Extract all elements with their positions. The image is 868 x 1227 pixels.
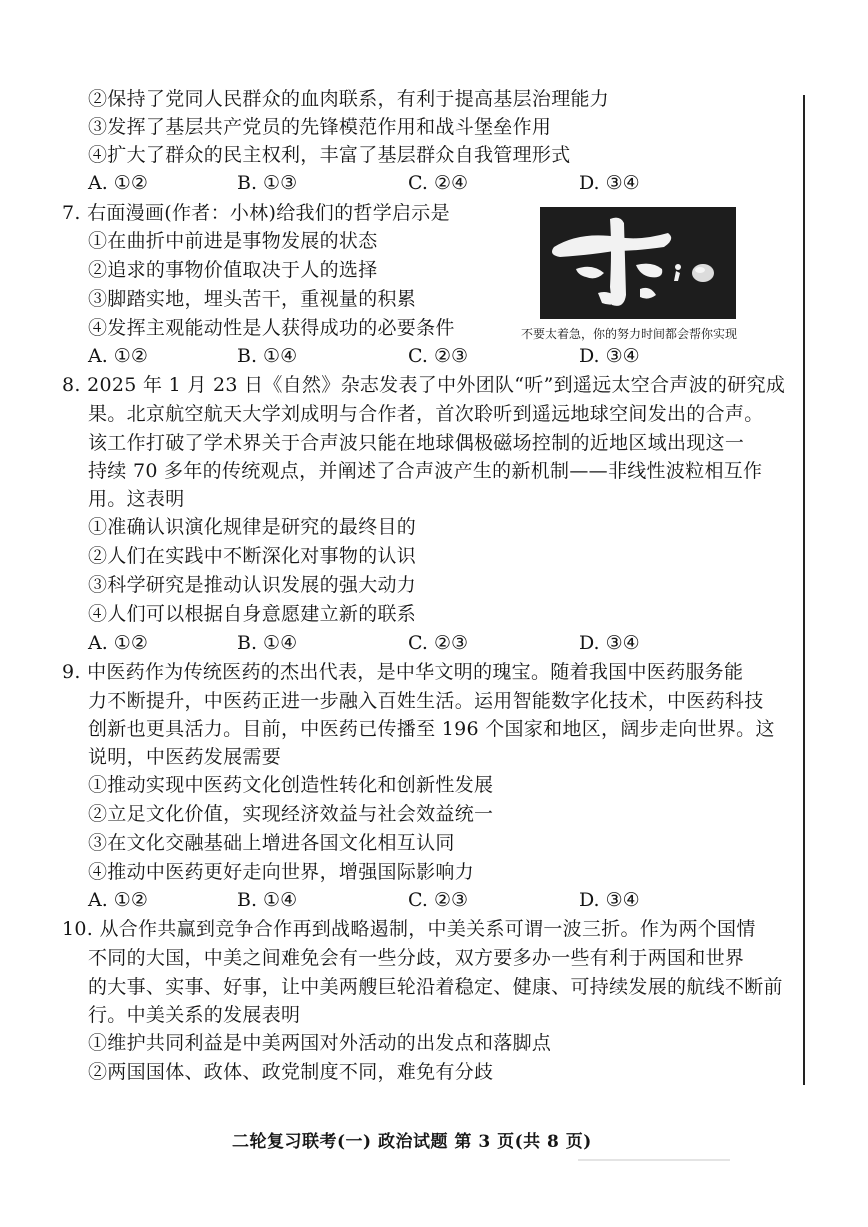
q9-stem-line-1: 9. 中医药作为传统医药的杰出代表，是中华文明的瑰宝。随着我国中医药服务能 — [62, 661, 744, 683]
q8-option-d[interactable]: D. ③④ — [579, 632, 640, 654]
q6-option-b[interactable]: B. ①③ — [237, 172, 298, 194]
q8-option-c[interactable]: C. ②③ — [408, 632, 469, 654]
q6-options — [88, 171, 708, 195]
q8-item-1: ①准确认识演化规律是研究的最终目的 — [88, 516, 417, 538]
q8-item-3: ③科学研究是推动认识发展的强大动力 — [88, 574, 417, 596]
q10-item-1: ①维护共同利益是中美两国对外活动的出发点和落脚点 — [88, 1032, 552, 1054]
q8-stem-line-1: 8. 2025 年 1 月 23 日《自然》杂志发表了中外团队“听”到遥远太空合声波的研究成 — [62, 374, 786, 396]
q8-item-4: ④人们可以根据自身意愿建立新的联系 — [88, 603, 417, 625]
q8-stem-line-3: 该工作打破了学术界关于合声波只能在地球偶极磁场控制的近地区域出现这一 — [88, 432, 745, 454]
q6-option-c[interactable]: C. ②④ — [408, 172, 469, 194]
q6-item-3: ③发挥了基层共产党员的先锋模范作用和战斗堡垒作用 — [88, 116, 552, 138]
q7-item-1: ①在曲折中前进是事物发展的状态 — [88, 230, 378, 252]
q7-option-a[interactable]: A. ①② — [88, 345, 148, 367]
q8-option-b[interactable]: B. ①④ — [237, 632, 298, 654]
q8-options — [88, 631, 708, 655]
q9-stem-line-3: 创新也更具活力。目前，中医药已传播至 196 个国家和地区，阔步走向世界。这 — [88, 718, 775, 740]
q10-stem-line-4: 行。中美关系的发展表明 — [88, 1004, 301, 1026]
q9-item-1: ①推动实现中医药文化创造性转化和创新性发展 — [88, 774, 494, 796]
q9-item-2: ②立足文化价值，实现经济效益与社会效益统一 — [88, 803, 494, 825]
q9-stem-line-4: 说明，中医药发展需要 — [88, 746, 282, 768]
q9-option-b[interactable]: B. ①④ — [237, 889, 298, 911]
q8-stem-line-4: 持续 70 多年的传统观点，并阐述了合声波产生的新机制——非线性波粒相互作 — [88, 460, 763, 482]
q10-stem-line-2: 不同的大国，中美之间难免会有一些分歧，双方要多办一些有利于两国和世界 — [88, 947, 745, 969]
q9-stem-line-2: 力不断提升，中医药正进一步融入百姓生活。运用智能数字化技术，中医药科技 — [88, 690, 764, 712]
q8-item-2: ②人们在实践中不断深化对事物的认识 — [88, 545, 417, 567]
q6-option-d[interactable]: D. ③④ — [579, 172, 640, 194]
q6-item-2: ②保持了党同人民群众的血肉联系，有利于提高基层治理能力 — [88, 88, 610, 110]
q7-item-2: ②追求的事物价值取决于人的选择 — [88, 259, 378, 281]
q9-item-3: ③在文化交融基础上增进各国文化相互认同 — [88, 832, 455, 854]
q10-item-2: ②两国国体、政体、政党制度不同，难免有分歧 — [88, 1061, 494, 1083]
q9-option-c[interactable]: C. ②③ — [408, 889, 469, 911]
q7-stem: 7. 右面漫画(作者：小林)给我们的哲学启示是 — [62, 202, 450, 224]
q9-options — [88, 888, 708, 912]
q7-option-d[interactable]: D. ③④ — [579, 345, 640, 367]
q8-stem-line-5: 用。这表明 — [88, 488, 185, 510]
q9-item-4: ④推动中医药更好走向世界，增强国际影响力 — [88, 861, 475, 883]
q7-item-4: ④发挥主观能动性是人获得成功的必要条件 — [88, 317, 455, 339]
q8-option-a[interactable]: A. ①② — [88, 632, 148, 654]
q10-stem-line-1: 10. 从合作共赢到竞争合作再到战略遏制，中美关系可谓一波三折。作为两个国情 — [62, 918, 756, 940]
cartoon-caption: 不要太着急，你的努力时间都会帮你实现 — [521, 327, 738, 341]
q7-options — [88, 344, 708, 368]
q6-item-4: ④扩大了群众的民主权利，丰富了基层群众自我管理形式 — [88, 144, 571, 166]
cartoon-image — [540, 207, 736, 319]
scan-artifact-line — [578, 1159, 730, 1161]
q7-option-c[interactable]: C. ②③ — [408, 345, 469, 367]
q9-option-a[interactable]: A. ①② — [88, 889, 148, 911]
q9-option-d[interactable]: D. ③④ — [579, 889, 640, 911]
q7-item-3: ③脚踏实地，埋头苦干，重视量的积累 — [88, 288, 417, 310]
right-margin-rule — [803, 95, 805, 1085]
q8-stem-line-2: 果。北京航空航天大学刘成明与合作者，首次聆听到遥远地球空间发出的合声。 — [88, 403, 764, 425]
cartoon-drawing — [540, 207, 736, 319]
q10-stem-line-3: 的大事、实事、好事，让中美两艘巨轮沿着稳定、健康、可持续发展的航线不断前 — [88, 976, 783, 998]
q7-option-b[interactable]: B. ①④ — [237, 345, 298, 367]
page-footer: 二轮复习联考(一) 政治试题 第 3 页(共 8 页) — [232, 1132, 592, 1152]
q6-option-a[interactable]: A. ①② — [88, 172, 148, 194]
